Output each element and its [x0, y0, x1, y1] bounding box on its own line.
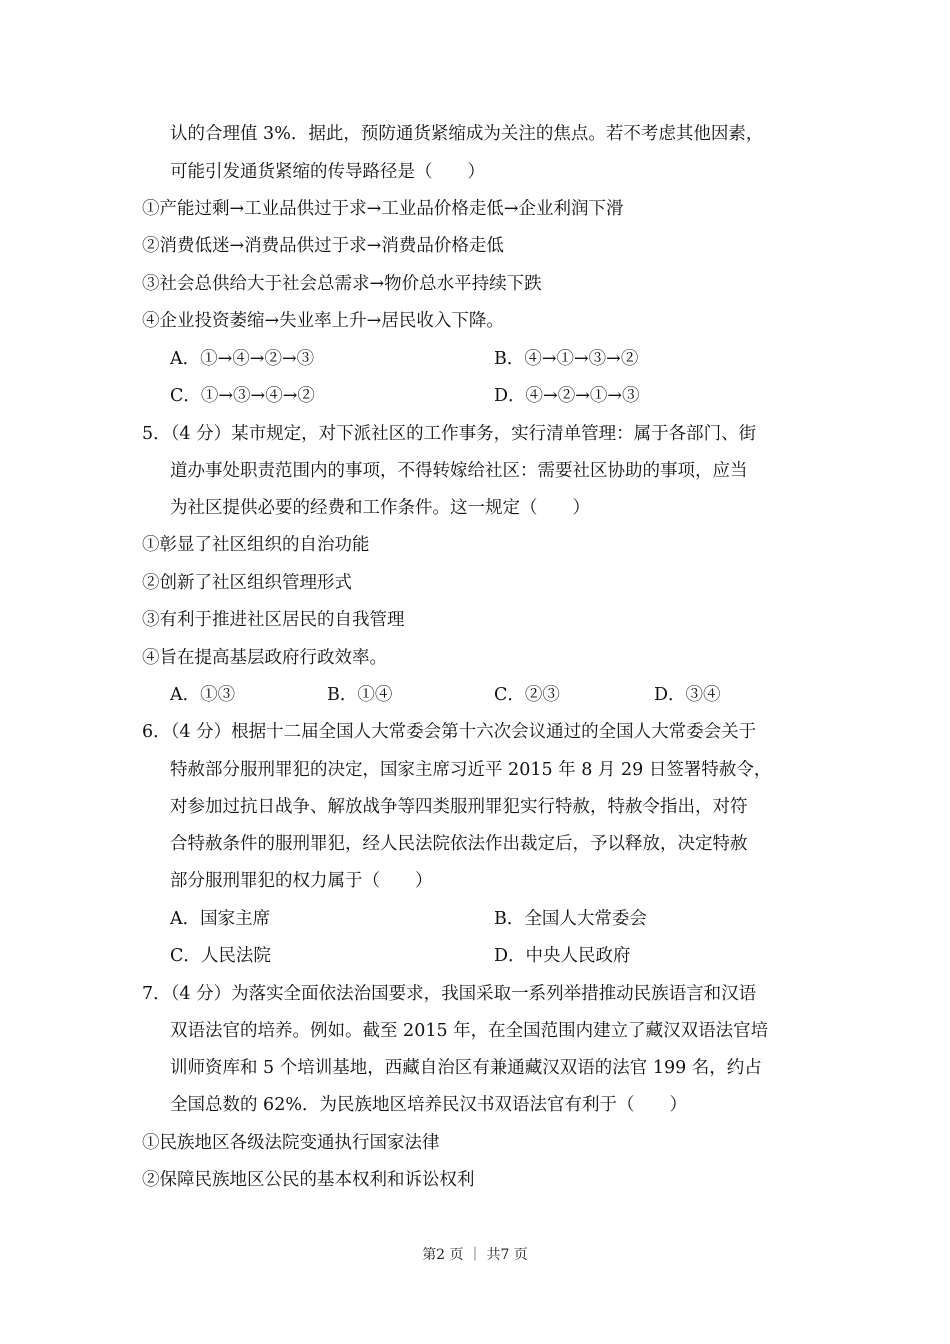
q5-option-c: C．②③: [494, 685, 560, 705]
q5-item-4: ④旨在提高基层政府行政效率。: [142, 648, 387, 668]
q7-stem-line-2: 双语法官的培养。例如。截至 2015 年，在全国范围内建立了藏汉双语法官培: [170, 1021, 769, 1041]
q4-item-1: ①产能过剩→工业品供过于求→工业品价格走低→企业利润下滑: [142, 199, 624, 219]
q7-item-2: ②保障民族地区公民的基本权利和诉讼权利: [142, 1170, 475, 1190]
q6-option-b: B．全国人大常委会: [494, 909, 647, 929]
q4-item-4: ④企业投资萎缩→失业率上升→居民收入下降。: [142, 311, 504, 331]
q5-stem-line-1: 5．（4 分）某市规定，对下派社区的工作事务，实行清单管理：属于各部门、街: [142, 424, 757, 444]
q5-option-a: A．①③: [170, 685, 236, 705]
q5-item-1: ①彰显了社区组织的自治功能: [142, 535, 370, 555]
q6-option-a: A．国家主席: [170, 909, 271, 929]
q5-stem-line-3: 为社区提供必要的经费和工作条件。这一规定（ ）: [170, 498, 590, 518]
q5-stem-line-2: 道办事处职责范围内的事项，不得转嫁给社区：需要社区协助的事项，应当: [170, 461, 748, 481]
q4-text-line-1: 认的合理值 3%．据此，预防通货紧缩成为关注的焦点。若不考虑其他因素，: [170, 124, 764, 144]
q6-option-d: D．中央人民政府: [494, 946, 631, 966]
q4-option-a: A．①→④→②→③: [170, 349, 315, 369]
q7-item-1: ①民族地区各级法院变通执行国家法律: [142, 1133, 440, 1153]
q7-stem-line-1: 7．（4 分）为落实全面依法治国要求，我国采取一系列举措推动民族语言和汉语: [142, 984, 757, 1004]
q6-stem-line-2: 特赦部分服刑罪犯的决定，国家主席习近平 2015 年 8 月 29 日签署特赦令，: [170, 760, 772, 780]
q4-item-2: ②消费低迷→消费品供过于求→消费品价格走低: [142, 236, 504, 256]
q4-option-b: B．④→①→③→②: [494, 349, 639, 369]
q4-text-line-2: 可能引发通货紧缩的传导路径是（ ）: [170, 162, 485, 182]
q7-stem-line-3: 训师资库和 5 个培训基地，西藏自治区有兼通藏汉双语的法官 199 名，约占: [170, 1058, 762, 1078]
q6-stem-line-3: 对参加过抗日战争、解放战争等四类服刑罪犯实行特赦，特赦令指出，对符: [170, 797, 748, 817]
q4-option-d: D．④→②→①→③: [494, 386, 640, 406]
q5-option-b: B．①④: [327, 685, 393, 705]
q4-item-3: ③社会总供给大于社会总需求→物价总水平持续下跌: [142, 274, 542, 294]
q6-stem-line-4: 合特赦条件的服刑罪犯，经人民法院依法作出裁定后，予以释放，决定特赦: [170, 834, 748, 854]
q6-stem-line-1: 6．（4 分）根据十二届全国人大常委会第十六次会议通过的全国人大常委会关于: [142, 722, 757, 742]
q5-item-2: ②创新了社区组织管理形式: [142, 573, 352, 593]
q5-option-d: D．③④: [654, 685, 721, 705]
q7-stem-line-4: 全国总数的 62%．为民族地区培养民汉书双语法官有利于（ ）: [170, 1095, 687, 1115]
q4-option-c: C．①→③→④→②: [170, 386, 315, 406]
q5-item-3: ③有利于推进社区居民的自我管理: [142, 610, 405, 630]
q6-option-c: C．人民法院: [170, 946, 271, 966]
page-footer: 第2 页 ｜ 共7 页: [422, 1247, 528, 1263]
q6-stem-line-5: 部分服刑罪犯的权力属于（ ）: [170, 871, 433, 891]
